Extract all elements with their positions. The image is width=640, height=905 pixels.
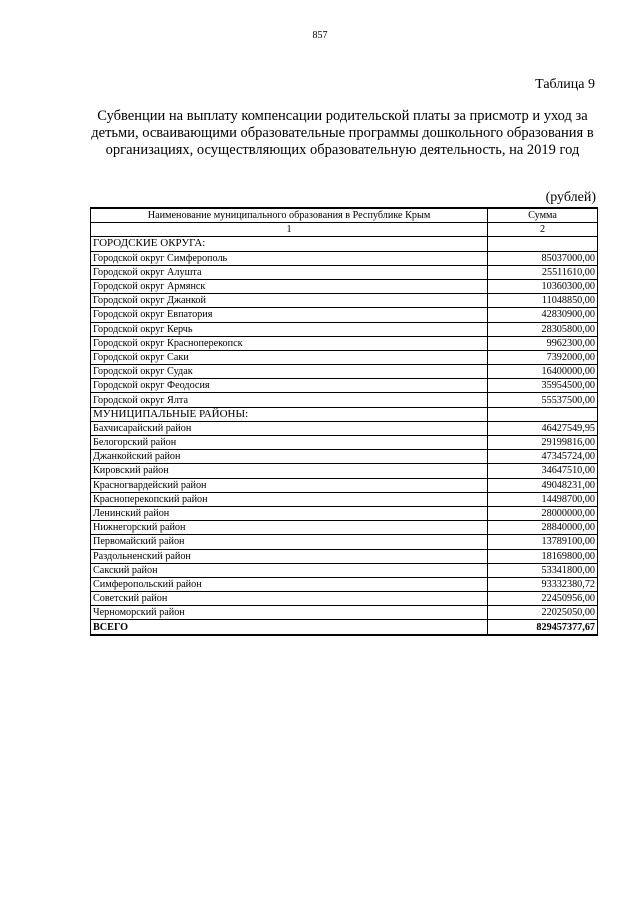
table-row: [91, 450, 598, 464]
municipality-name: Черноморский район: [91, 606, 488, 620]
table-row: [91, 478, 598, 492]
table-row: [91, 294, 598, 308]
table-row: [91, 379, 598, 393]
sum-value: 11048850,00: [488, 294, 598, 308]
sum-value: 18169800,00: [488, 549, 598, 563]
table-row: [91, 549, 598, 563]
municipality-name: Городской округ Саки: [91, 350, 488, 364]
sum-value: 22450956,00: [488, 592, 598, 606]
sum-value: 49048231,00: [488, 478, 598, 492]
municipality-name: Кировский район: [91, 464, 488, 478]
column-index-1: 1: [91, 223, 488, 237]
table-row: [91, 265, 598, 279]
municipality-name: Городской округ Феодосия: [91, 379, 488, 393]
municipality-name: Городской округ Ялта: [91, 393, 488, 407]
sum-value: 28305800,00: [488, 322, 598, 336]
municipality-name: Первомайский район: [91, 535, 488, 549]
municipality-name: Городской округ Керчь: [91, 322, 488, 336]
table-row: [91, 421, 598, 435]
municipality-name: Городской округ Джанкой: [91, 294, 488, 308]
table-row: [91, 464, 598, 478]
municipality-name: Городской округ Алушта: [91, 265, 488, 279]
municipality-name: Раздольненский район: [91, 549, 488, 563]
municipality-name: Сакский район: [91, 563, 488, 577]
municipality-name: Ленинский район: [91, 506, 488, 520]
total-value: 829457377,67: [488, 620, 598, 635]
sum-value: 29199816,00: [488, 436, 598, 450]
municipality-name: Городской округ Судак: [91, 365, 488, 379]
table-row: [91, 308, 598, 322]
sum-value: 93332380,72: [488, 577, 598, 591]
table-row: [91, 393, 598, 407]
municipality-name: Городской округ Армянск: [91, 279, 488, 293]
page-number: 857: [312, 30, 328, 41]
table-label: Таблица 9: [535, 77, 595, 92]
sum-value: 25511610,00: [488, 265, 598, 279]
table-section-row: [91, 407, 598, 421]
table-row: [91, 336, 598, 350]
sum-value: 55537500,00: [488, 393, 598, 407]
sum-value: 28000000,00: [488, 506, 598, 520]
table-total-row: [91, 620, 598, 635]
sum-value: 10360300,00: [488, 279, 598, 293]
sum-value: 46427549,95: [488, 421, 598, 435]
unit-label: (рублей): [545, 190, 596, 205]
document-title: Субвенции на выплату компенсации родительской платы за присмотр и уход за детьми, осваивающими образовательные программы дошкольного образования в организациях, осуществляющих образовательную деятельность, на 2019 год: [91, 108, 594, 158]
table-row: [91, 492, 598, 506]
sum-value: 42830900,00: [488, 308, 598, 322]
section-heading: МУНИЦИПАЛЬНЫЕ РАЙОНЫ:: [91, 407, 488, 421]
table-row: [91, 279, 598, 293]
table-row: [91, 322, 598, 336]
total-label: ВСЕГО: [91, 620, 488, 635]
sum-value: [488, 407, 598, 421]
table-row: [91, 436, 598, 450]
sum-value: [488, 237, 598, 251]
municipality-name: Джанкойский район: [91, 450, 488, 464]
table-row: [91, 606, 598, 620]
municipality-name: Красногвардейский район: [91, 478, 488, 492]
municipality-name: Красноперекопский район: [91, 492, 488, 506]
table-row: [91, 563, 598, 577]
table-row: [91, 350, 598, 364]
table-row: [91, 521, 598, 535]
municipality-name: Городской округ Симферополь: [91, 251, 488, 265]
table-row: [91, 506, 598, 520]
sum-value: 53341800,00: [488, 563, 598, 577]
sum-value: 47345724,00: [488, 450, 598, 464]
sum-value: 14498700,00: [488, 492, 598, 506]
municipality-name: Белогорский район: [91, 436, 488, 450]
table-row: [91, 577, 598, 591]
column-index-2: 2: [488, 223, 598, 237]
municipality-name: Бахчисарайский район: [91, 421, 488, 435]
sum-value: 9962300,00: [488, 336, 598, 350]
sum-value: 35954500,00: [488, 379, 598, 393]
table-row: [91, 251, 598, 265]
sum-value: 85037000,00: [488, 251, 598, 265]
table-row: [91, 535, 598, 549]
sum-value: 28840000,00: [488, 521, 598, 535]
municipality-name: Нижнегорский район: [91, 521, 488, 535]
table-header-row: [91, 208, 598, 223]
sum-value: 16400000,00: [488, 365, 598, 379]
municipality-name: Советский район: [91, 592, 488, 606]
table-index-row: [91, 223, 598, 237]
table-row: [91, 592, 598, 606]
municipality-name: Симферопольский район: [91, 577, 488, 591]
municipality-name: Городской округ Красноперекопск: [91, 336, 488, 350]
subventions-table: [90, 207, 598, 636]
sum-value: 22025050,00: [488, 606, 598, 620]
table-row: [91, 365, 598, 379]
sum-value: 7392000,00: [488, 350, 598, 364]
sum-value: 34647510,00: [488, 464, 598, 478]
column-header-name: Наименование муниципального образования в Республике Крым: [91, 208, 488, 223]
sum-value: 13789100,00: [488, 535, 598, 549]
section-heading: ГОРОДСКИЕ ОКРУГА:: [91, 237, 488, 251]
table-section-row: [91, 237, 598, 251]
column-header-sum: Сумма: [488, 208, 598, 223]
municipality-name: Городской округ Евпатория: [91, 308, 488, 322]
